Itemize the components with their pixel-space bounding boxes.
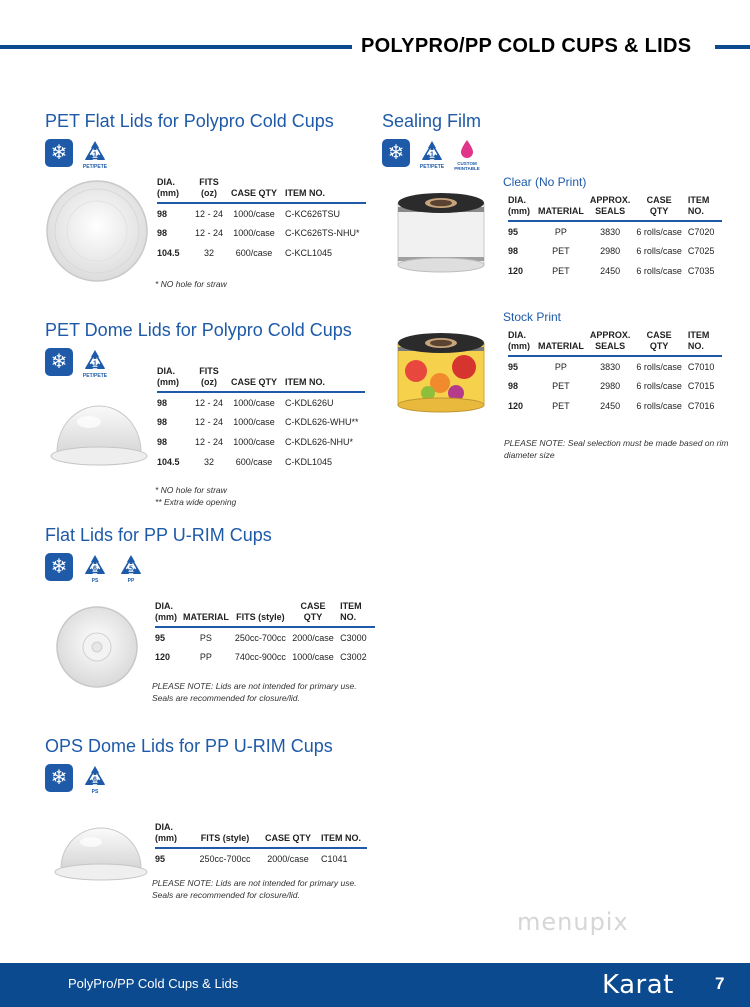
column-header: FITS (oz)	[195, 366, 229, 392]
table-cell: C7016	[687, 401, 715, 411]
column-header: CASE QTY	[636, 330, 688, 356]
clear-film-roll-image	[394, 187, 489, 279]
table-cell: 1000/case	[292, 652, 334, 662]
sealing-note	[504, 437, 728, 461]
table-cell: 98	[508, 246, 519, 256]
table-cell: 120	[155, 652, 171, 662]
spec-table	[157, 177, 366, 263]
note-line: Seals are recommended for closure/lid.	[152, 693, 300, 703]
table-cell: 12 - 24	[195, 228, 224, 238]
table-cell: 600/case	[235, 457, 273, 467]
stock-print-film-roll-image	[394, 327, 489, 419]
icon-row	[45, 553, 145, 587]
table-header-row	[508, 330, 722, 356]
table-header-row	[508, 195, 722, 221]
table-cell: 600/case	[235, 248, 273, 258]
column-header: DIA. (mm)	[157, 177, 195, 203]
ops-dome-lid-image	[53, 824, 149, 886]
column-header: ITEM NO.	[340, 601, 375, 627]
recycle-code-number: 1	[93, 360, 97, 368]
table-header-row	[157, 366, 365, 392]
table-cell: 12 - 24	[195, 417, 224, 427]
column-header: APPROX. SEALS	[590, 195, 637, 221]
table-cell: PET	[552, 401, 570, 411]
note-line: PLEASE NOTE: Seal selection must be made based on rim	[504, 438, 729, 448]
table-cell: 6 rolls/case	[636, 246, 682, 256]
table-cell: 95	[155, 853, 166, 864]
icon-row	[45, 139, 109, 173]
section-pet-flat-lids	[45, 111, 365, 301]
footer	[0, 963, 750, 1007]
table-row	[157, 432, 365, 452]
table-cell: C-KCL1045	[285, 248, 333, 258]
table-cell: 104.5	[157, 457, 180, 467]
table-cell: 2450	[600, 401, 621, 411]
section-pet-dome-lids	[45, 320, 375, 515]
stock-print-table	[508, 330, 722, 416]
karat-logo: Karat	[602, 970, 674, 1000]
table-cell: 98	[157, 228, 168, 238]
custom-printable-label: CUSTOM PRINTABLE	[454, 161, 480, 171]
header-rule-left	[0, 45, 352, 49]
table-row	[155, 627, 375, 647]
column-header: DIA. (mm)	[157, 366, 195, 392]
table-cell: C7020	[687, 226, 715, 237]
table-cell: C-KDL626-NHU*	[285, 437, 354, 447]
table-cell: PET	[552, 266, 570, 276]
table-row	[157, 412, 365, 432]
section-title: PET Flat Lids for Polypro Cold Cups	[45, 111, 334, 131]
table-cell: C7015	[687, 381, 715, 391]
column-header: MATERIAL	[538, 195, 590, 221]
table-cell: 2000/case	[267, 853, 309, 864]
section-sealing-film	[382, 111, 729, 471]
note-line: Seals are recommended for closure/lid.	[152, 890, 300, 900]
table-row	[157, 392, 365, 412]
table-cell: 32	[204, 457, 215, 467]
table-cell: C7025	[687, 246, 715, 256]
table-cell: 98	[157, 437, 168, 447]
column-header: DIA. (mm)	[508, 330, 538, 356]
table-cell: C3000	[340, 632, 367, 643]
watermark: menupix	[517, 908, 629, 936]
table-row	[508, 396, 722, 416]
icon-row	[382, 139, 480, 173]
section-flat-lids-urim	[45, 525, 375, 715]
table-cell: 2000/case	[292, 632, 334, 643]
table-cell: 2980	[600, 381, 621, 391]
clear-subtitle: Clear (No Print)	[503, 175, 587, 189]
table-cell: C1041	[321, 853, 348, 864]
table-cell: 2980	[600, 246, 621, 256]
recycle-code-number: 6	[93, 776, 97, 784]
table-cell: 1000/case	[233, 208, 275, 219]
table-cell: C-KDL626-WHU**	[285, 417, 359, 427]
recycle-code-number: 6	[93, 565, 97, 573]
table-notes	[155, 484, 236, 508]
table-row	[157, 452, 365, 472]
recycle-icon	[418, 139, 446, 173]
table-cell: 12 - 24	[195, 397, 224, 408]
table-cell: 6 rolls/case	[636, 266, 682, 276]
table-cell: 32	[204, 248, 215, 258]
recycle-code-label: PS	[91, 789, 99, 795]
column-header: DIA. (mm)	[155, 822, 195, 848]
table-header-row	[155, 822, 367, 848]
footer-title: PolyPro/PP Cold Cups & Lids	[68, 976, 239, 991]
column-header: ITEM NO.	[688, 330, 722, 356]
column-header: CASE QTY	[636, 195, 688, 221]
section-ops-dome-lids	[45, 736, 375, 916]
column-header: DIA. (mm)	[155, 601, 183, 627]
note-line: ** Extra wide opening	[155, 497, 237, 507]
icon-row	[45, 764, 109, 798]
snowflake-icon: ❄	[45, 139, 73, 167]
custom-printable-icon	[454, 139, 480, 173]
table-cell: 250cc-700cc	[199, 853, 251, 864]
section-title: Flat Lids for PP U-RIM Cups	[45, 525, 272, 545]
table-cell: 12 - 24	[195, 208, 224, 219]
note-line: PLEASE NOTE: Lids are not intended for primary use.	[152, 681, 357, 691]
table-cell: 120	[508, 401, 524, 411]
recycle-icon	[81, 764, 109, 798]
snowflake-icon: ❄	[45, 764, 73, 792]
column-header: ITEM NO.	[285, 177, 366, 203]
recycle-code-label: PET/PETE	[419, 164, 445, 170]
table-row	[508, 356, 722, 376]
table-notes	[152, 680, 357, 704]
recycle-icon	[81, 553, 109, 587]
table-cell: 6 rolls/case	[636, 361, 682, 372]
page-title: POLYPRO/PP COLD CUPS & LIDS	[361, 35, 692, 57]
column-header: FITS (oz)	[195, 177, 229, 203]
table-cell: PP	[554, 361, 567, 372]
table-cell: 12 - 24	[195, 437, 224, 447]
recycle-code-number: 5	[129, 565, 133, 573]
column-header: CASE QTY	[229, 177, 285, 203]
column-header: ITEM NO.	[285, 366, 365, 392]
flat-lid-image	[45, 179, 150, 284]
table-cell: 250cc-700cc	[234, 632, 286, 643]
note-line: * NO hole for straw	[155, 279, 227, 289]
table-cell: 1000/case	[233, 228, 275, 238]
clear-film-table	[508, 195, 722, 281]
snowflake-icon: ❄	[382, 139, 410, 167]
table-cell: PP	[199, 652, 212, 662]
note-line: PLEASE NOTE: Lids are not intended for primary use.	[152, 878, 357, 888]
recycle-code-number: 1	[430, 151, 434, 159]
table-cell: 1000/case	[233, 437, 275, 447]
table-row	[155, 647, 375, 667]
table-cell: PET	[552, 246, 570, 256]
recycle-icon	[81, 348, 109, 382]
table-cell: C7035	[687, 266, 715, 276]
recycle-icon	[81, 139, 109, 173]
icon-row	[45, 348, 109, 382]
column-header: FITS (style)	[235, 601, 292, 627]
column-header: CASE QTY	[229, 366, 285, 392]
snowflake-icon: ❄	[45, 348, 73, 376]
table-row	[155, 848, 367, 868]
table-cell: 98	[508, 381, 519, 391]
table-notes	[155, 278, 227, 290]
table-cell: C7010	[687, 361, 715, 372]
table-cell: 3830	[600, 226, 621, 237]
table-cell: 6 rolls/case	[636, 381, 682, 391]
section-title: PET Dome Lids for Polypro Cold Cups	[45, 320, 352, 340]
table-cell: 6 rolls/case	[636, 226, 682, 237]
table-cell: C-KDL1045	[285, 457, 333, 467]
spec-table	[157, 366, 365, 472]
header-rule-right	[715, 45, 750, 49]
table-row	[508, 221, 722, 241]
table-cell: 3830	[600, 361, 621, 372]
table-cell: 98	[157, 208, 168, 219]
recycle-code-number: 1	[93, 151, 97, 159]
flat-lid-urim-image	[55, 605, 140, 690]
column-header: MATERIAL	[183, 601, 235, 627]
snowflake-icon: ❄	[45, 553, 73, 581]
recycle-code-label: PS	[91, 578, 99, 584]
table-cell: C3002	[340, 652, 367, 662]
dome-lid-image	[49, 400, 149, 470]
table-cell: 740cc-900cc	[234, 652, 286, 662]
table-cell: 95	[508, 361, 519, 372]
table-row	[508, 241, 722, 261]
stock-print-subtitle: Stock Print	[503, 310, 562, 324]
table-cell: 104.5	[157, 248, 180, 258]
table-cell: 1000/case	[233, 397, 275, 408]
column-header: CASE QTY	[292, 601, 340, 627]
table-cell: 120	[508, 266, 524, 276]
spec-table	[155, 822, 367, 868]
section-title: Sealing Film	[382, 111, 482, 131]
table-cell: C-KDL626U	[285, 397, 334, 408]
table-row	[508, 376, 722, 396]
table-cell: PP	[554, 226, 567, 237]
recycle-code-label: PET/PETE	[82, 164, 108, 170]
column-header: FITS (style)	[195, 822, 261, 848]
table-row	[508, 261, 722, 281]
table-cell: 6 rolls/case	[636, 401, 682, 411]
column-header: CASE QTY	[261, 822, 321, 848]
table-cell: 95	[508, 226, 519, 237]
column-header: ITEM NO.	[321, 822, 367, 848]
table-row	[157, 223, 366, 243]
table-cell: C-KC626TSU	[285, 208, 341, 219]
table-cell: 1000/case	[233, 417, 275, 427]
recycle-icon	[117, 553, 145, 587]
column-header: APPROX. SEALS	[590, 330, 637, 356]
table-cell: 98	[157, 397, 168, 408]
page-number: 7	[715, 974, 725, 993]
column-header: MATERIAL	[538, 330, 590, 356]
table-header-row	[155, 601, 375, 627]
table-notes	[152, 877, 357, 901]
table-cell: 95	[155, 632, 166, 643]
column-header: DIA. (mm)	[508, 195, 538, 221]
note-line: diameter size	[504, 450, 555, 460]
column-header: ITEM NO.	[688, 195, 722, 221]
note-line: * NO hole for straw	[155, 485, 227, 495]
recycle-code-label: PET/PETE	[82, 373, 108, 379]
table-cell: C-KC626TS-NHU*	[285, 228, 360, 238]
section-title: OPS Dome Lids for PP U-RIM Cups	[45, 736, 333, 756]
spec-table	[155, 601, 375, 667]
recycle-code-label: PP	[127, 578, 135, 584]
table-cell: 98	[157, 417, 168, 427]
table-cell: PET	[552, 381, 570, 391]
table-cell: 2450	[600, 266, 621, 276]
table-cell: PS	[199, 632, 212, 643]
table-row	[157, 203, 366, 223]
table-header-row	[157, 177, 366, 203]
table-row	[157, 243, 366, 263]
